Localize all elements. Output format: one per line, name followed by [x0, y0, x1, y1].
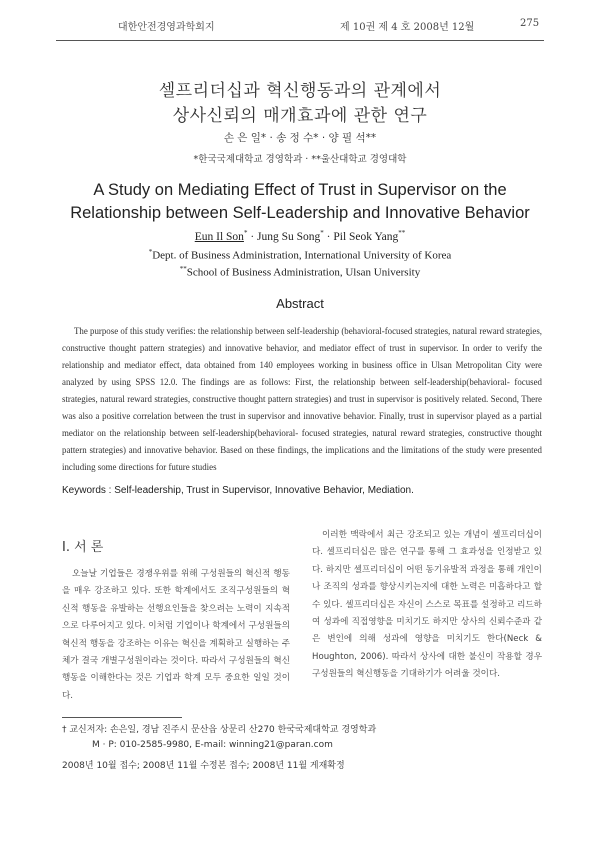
korean-title-line2: 상사신뢰의 매개효과에 관한 연구	[172, 106, 428, 126]
author-3: · Pil Seok Yang	[323, 230, 399, 243]
journal-volume: 제 10권 제 4 호 2008년 12월	[340, 22, 475, 33]
korean-affiliation: *한국국제대학교 경영학과 · **울산대학교 경영대학	[193, 154, 407, 165]
korean-authors: 손 은 일* · 송 정 수* · 양 필 석**	[223, 132, 377, 144]
footnote-divider	[62, 717, 182, 718]
section-heading-introduction: Ⅰ. 서 론	[62, 540, 104, 555]
affil-2-mark: **	[179, 265, 187, 273]
author-3-mark: **	[398, 229, 406, 237]
page-number: 275	[520, 18, 540, 29]
author-1-mark: *	[243, 229, 248, 237]
korean-title-line1: 셀프리더십과 혁신행동과의 관계에서	[158, 81, 442, 101]
footnote-corresponding-author: † 교신저자: 손은일, 경남 진주시 문산읍 상문리 산270 한국국제대학교 경영학과	[62, 725, 377, 735]
english-title-line1: A Study on Mediating Effect of Trust in Supervisor on the	[93, 181, 507, 199]
author-1: Eun Il Son	[194, 230, 244, 243]
journal-name: 대한안전경영과학회지	[118, 22, 215, 33]
affil-2-text: School of Business Administration, Ulsan University	[186, 266, 421, 279]
keywords: Keywords : Self-leadership, Trust in Supervisor, Innovative Behavior, Mediation.	[62, 485, 414, 496]
introduction-right-column: 이러한 맥락에서 최근 강조되고 있는 개념이 셀프리더십이다. 셀프리더십은 많은 연구를 통해 그 효과성을 인정받고 있다. 하지만 셀프리더십이 어떤 동기유발적 과정을 통해 개인이나 조직의 성과를 향상시키는지에 대한 노력은 미흡하다고 할 수 있다. 셀프리더십은 자신이 스스로 목표를 설정하고 리드하여 성과에 직접영향을 미치기도 하지만 상사의 신뢰수준과 같은 변인에 의해 성과에 영향을 미치기도 한다(Neck & Houghton, 2006). 따라서 상사에 대한 불신이 작용할 경우 구성원들의 혁신행동을 기대하기가 어려울 것이다.	[312, 530, 542, 680]
footnote-contact: M · P: 010-2585-9980, E-mail: winning21@paran.com	[92, 740, 333, 750]
english-affiliation-2	[0, 265, 600, 279]
affil-1-mark: *	[148, 248, 153, 256]
affil-1-text: Dept. of Business Administration, International University of Korea	[152, 249, 452, 262]
abstract-heading: Abstract	[276, 296, 324, 311]
header-divider	[56, 40, 544, 41]
abstract-body: The purpose of this study verifies: the relationship between self-leadership (behavioral-focused strategies, natural reward strategies, constructive thought pattern strategies) and innovative behavior, and mediator effect of trust in supervisor. In order to verify the relationship and mediator effect, data obtained from 140 employees working in business office in Ulsan Metropolitan City were analyzed by using SPSS 12.0. The findings are as follows: First, the relationship between self-leadership(behavioral- focused strategies, natural reward strategies, constructive thought pattern strategies) and trust in supervisor is positively related. Second, There was also a positive correlation between the trust in supervisor and innovative behavior. Finally, trust in supervisor played as a partial mediator on the relationship between self-leadership(behavioral- focused strategies, natural reward strategies, constructive thought pattern strategies) and innovative behavior. Based on these findings, the implications and the limitations of the study were presented including some directions for future studies	[62, 326, 542, 472]
author-2-mark: *	[320, 229, 324, 237]
english-affiliation-1	[0, 248, 600, 262]
introduction-left-column: 오늘날 기업들은 경쟁우위를 위해 구성원들의 혁신적 행동을 매우 강조하고 있다. 또한 학계에서도 조직구성원들의 혁신적 행동을 유발하는 선행요인들을 찾으려는 노력이 지속적으로 다루어지고 있다. 이처럼 기업이나 학계에서 구성원들의 혁신적 행동을 강조하는 이유는 혁신을 계획하고 실행하는 주체가 결국 개별구성원이라는 것이다. 따라서 구성원들의 혁신행동을 이해한다는 것은 기업과 학계 모두 중요한 일일 것이다.	[62, 569, 290, 701]
english-title-line2: Relationship between Self-Leadership and Innovative Behavior	[70, 204, 530, 222]
author-2: · Jung Su Song	[247, 230, 321, 243]
english-authors	[0, 229, 600, 243]
footnote-dates: 2008년 10월 접수; 2008년 11월 수정본 접수; 2008년 11월 게재확정	[62, 761, 345, 771]
